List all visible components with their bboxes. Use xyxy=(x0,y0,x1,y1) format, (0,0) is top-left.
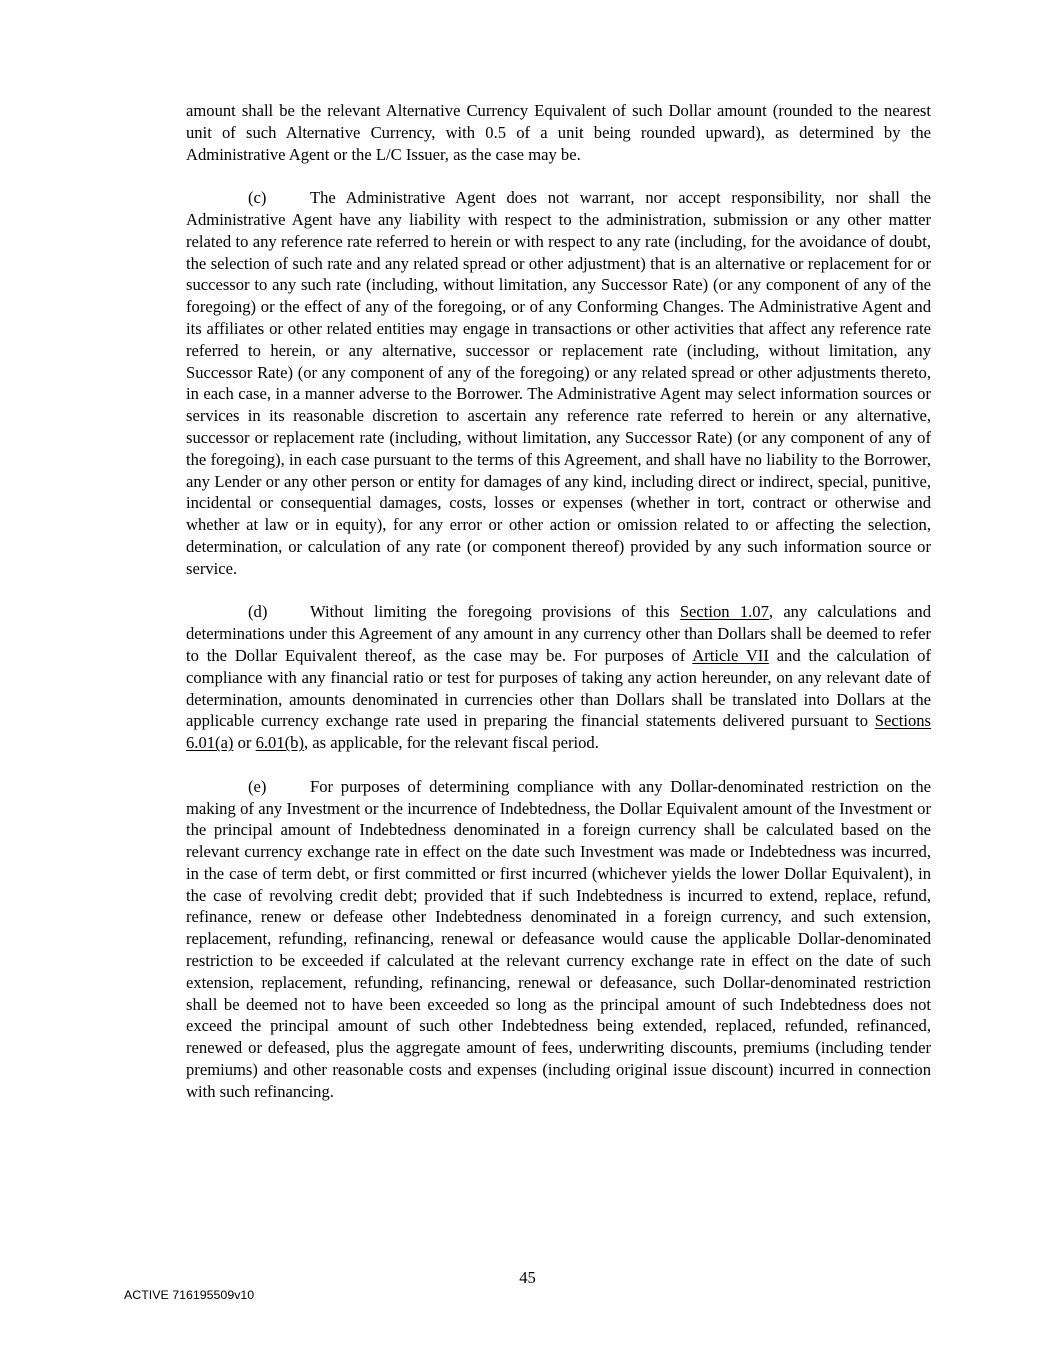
document-body xyxy=(186,100,931,1124)
article-vii-reference: Article VII xyxy=(692,645,769,665)
paragraph-b-text: amount shall be the relevant Alternative Currency Equivalent of such Dollar amount (rounded to the nearest unit of such Alternative Currency, with 0.5 of a unit being rounded upward), as determined by the Administrative Agent or the L/C Issuer, as the case may be. xyxy=(186,101,931,164)
sections-6-01-a-reference: Sections 6.01(a) xyxy=(186,711,931,753)
paragraph-e xyxy=(186,776,931,1103)
section-1-07-reference: Section 1.07 xyxy=(679,602,769,622)
paragraph-e-text: For purposes of determining compliance with any Dollar-denominated restriction on the making of any Investment or the incurrence of Indebtedness, the Dollar Equivalent amount of the Investment or the principal amount of Indebtedness denominated in a foreign currency shall be calculated based on the relevant currency exchange rate in effect on the date such Investment was made or Indebtedness was incurred, in the case of term debt, or first committed or first incurred (whichever yields the lower Dollar Equivalent), in the case of revolving credit debt; provided that if such Indebtedness is incurred to extend, replace, refund, refinance, renew or defease other Indebtedness denominated in a foreign currency, and such extension, replacement, refunding, refinancing, renewal or defeasance would cause the applicable Dollar-denominated restriction to be exceeded if calculated at the relevant currency exchange rate in effect on the date of such extension, replacement, refunding, refinancing, renewal or defeasance, such Dollar-denominated restriction shall be deemed not to have been exceeded so long as the principal amount of such Indebtedness does not exceed the principal amount of such other Indebtedness being extended, replaced, refunded, refinanced, renewed or defeased, plus the aggregate amount of fees, underwriting discounts, premiums (including tender premiums) and other reasonable costs and expenses (including original issue discount) incurred in connection with such refinancing. xyxy=(186,776,931,1101)
document-id: ACTIVE 716195509v10 xyxy=(124,1288,255,1302)
paragraph-e-label: (e) xyxy=(248,776,267,796)
paragraph-d-label: (d) xyxy=(248,602,268,622)
paragraph-d-text-2: , any calculations and determinations under this Agreement of any amount in any currency other than Dollars shall be deemed to refer to the Dollar Equivalent thereof, as the case may be. For purposes of xyxy=(186,602,931,665)
paragraph-d-text-1: Without limiting the foregoing provisions of this xyxy=(310,602,680,622)
section-6-01-b-reference: 6.01(b) xyxy=(255,733,304,753)
paragraph-d-text-3: and the calculation of compliance with any financial ratio or test for purposes of taking any action hereunder, on any relevant date of determination, amounts denominated in currencies other than Dollars shall be translated into Dollars at the applicable currency exchange rate used in preparing the financial statements delivered pursuant to xyxy=(186,645,931,731)
paragraph-d-text-5: , as applicable, for the relevant fiscal period. xyxy=(303,733,599,753)
paragraph-d-text-4: or xyxy=(233,733,256,753)
paragraph-c-label: (c) xyxy=(248,188,267,208)
paragraph-b-continuation xyxy=(186,100,931,165)
paragraph-c-text: The Administrative Agent does not warrant, nor accept responsibility, nor shall the Administrative Agent have any liability with respect to the administration, submission or any other matter related to any reference rate referred to herein or with respect to any rate (including, for the avoidance of doubt, the selection of such rate and any related spread or other adjustment) that is an alternative or replacement for or successor to any such rate (including, without limitation, any Successor Rate) (or any component of any of the foregoing) or the effect of any of the foregoing, or of any Conforming Changes. The Administrative Agent and its affiliates or other related entities may engage in transactions or other activities that affect any reference rate referred to herein, or any alternative, successor or replacement rate (including, without limitation, any Successor Rate) (or any component of any of the foregoing) or any related spread or other adjustments thereto, in each case, in a manner adverse to the Borrower. The Administrative Agent may select information sources or services in its reasonable discretion to ascertain any reference rate referred to herein or any alternative, successor or replacement rate (including, without limitation, any Successor Rate) (or any component of any of the foregoing), in each case pursuant to the terms of this Agreement, and shall have no liability to the Borrower, any Lender or any other person or entity for damages of any kind, including direct or indirect, special, punitive, incidental or consequential damages, costs, losses or expenses (whether in tort, contract or otherwise and whether at law or in equity), for any error or other action or omission related to or affecting the selection, determination, or calculation of any rate (or component thereof) provided by any such information source or service. xyxy=(186,188,931,578)
paragraph-d xyxy=(186,601,931,754)
page-number: 45 xyxy=(519,1268,536,1287)
paragraph-c xyxy=(186,187,931,579)
